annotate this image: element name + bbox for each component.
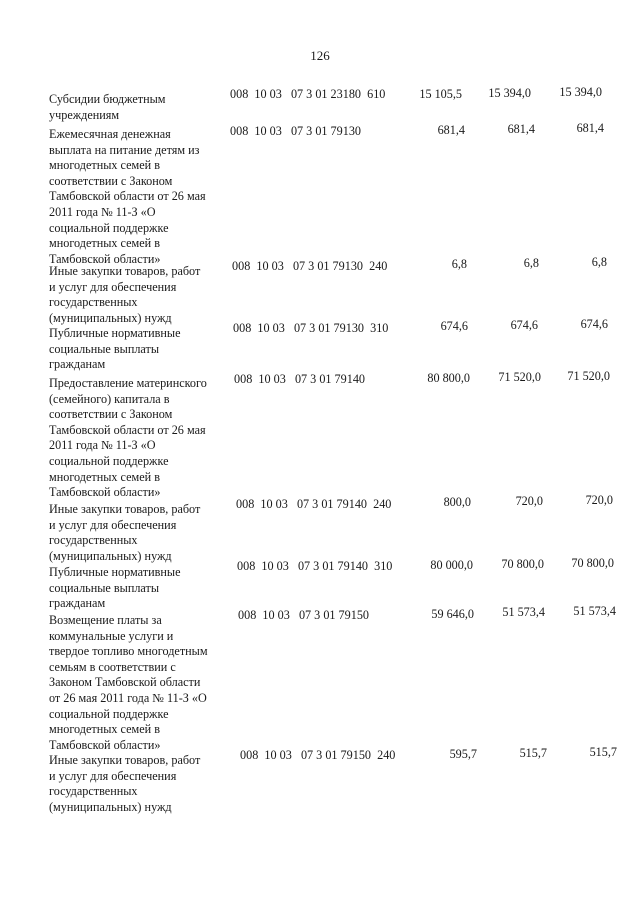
row-code: 008 10 03 07 3 01 79130 310 bbox=[233, 321, 389, 335]
row-value-1: 80 000,0 bbox=[430, 558, 473, 572]
row-value-2: 681,4 bbox=[507, 122, 535, 136]
row-description: Иные закупки товаров, работ и услуг для обеспечения государственных (муниципальных) нужд bbox=[49, 753, 201, 814]
row-value-2: 71 520,0 bbox=[498, 370, 541, 384]
row-value-1: 800,0 bbox=[443, 495, 471, 509]
row-value-3: 51 573,4 bbox=[573, 604, 616, 618]
row-value-3: 6,8 bbox=[591, 255, 607, 269]
row-value-1: 15 105,5 bbox=[419, 87, 462, 101]
row-description: Возмещение платы за коммунальные услуги и твердое топливо многодетным семьям в соответствии с Законом Тамбовской области от 26 мая 2011 года № 11-З «О социальной поддержке многодетных семей в Тамбовской области» bbox=[49, 613, 208, 752]
row-value-1: 80 800,0 bbox=[427, 371, 470, 385]
row-value-2: 720,0 bbox=[515, 494, 543, 508]
row-code: 008 10 03 07 3 01 79150 240 bbox=[240, 748, 396, 762]
row-description: Субсидии бюджетным учреждениям bbox=[49, 92, 166, 122]
row-value-2: 51 573,4 bbox=[502, 605, 545, 619]
row-description: Ежемесячная денежная выплата на питание детям из многодетных семей в соответствии с Законом Тамбовской области от 26 мая 2011 года № 11-З «О социальной поддержке многодетных семей в Тамбовской области» bbox=[49, 127, 206, 266]
row-description: Иные закупки товаров, работ и услуг для обеспечения государственных (муниципальных) нужд bbox=[49, 264, 201, 325]
row-code: 008 10 03 07 3 01 79130 240 bbox=[232, 259, 388, 273]
row-code: 008 10 03 07 3 01 79140 240 bbox=[236, 497, 392, 511]
row-code: 008 10 03 07 3 01 79130 bbox=[230, 124, 362, 138]
row-value-3: 15 394,0 bbox=[559, 85, 602, 99]
row-value-3: 71 520,0 bbox=[567, 369, 610, 383]
row-value-1: 595,7 bbox=[449, 747, 477, 761]
row-value-3: 674,6 bbox=[580, 317, 608, 331]
row-description: Публичные нормативные социальные выплаты гражданам bbox=[49, 326, 181, 372]
page-number: 126 bbox=[310, 48, 330, 63]
row-value-1: 681,4 bbox=[437, 123, 465, 137]
row-value-3: 720,0 bbox=[585, 493, 613, 507]
row-code: 008 10 03 07 3 01 23180 610 bbox=[230, 87, 386, 101]
row-value-1: 6,8 bbox=[451, 257, 467, 271]
row-value-2: 674,6 bbox=[510, 318, 538, 332]
row-value-2: 515,7 bbox=[519, 746, 547, 760]
row-value-2: 6,8 bbox=[523, 256, 539, 270]
row-value-2: 70 800,0 bbox=[501, 557, 544, 571]
row-description: Иные закупки товаров, работ и услуг для обеспечения государственных (муниципальных) нужд bbox=[49, 502, 201, 563]
row-code: 008 10 03 07 3 01 79150 bbox=[238, 608, 370, 622]
row-code: 008 10 03 07 3 01 79140 bbox=[234, 372, 366, 386]
row-value-3: 681,4 bbox=[576, 121, 604, 135]
row-value-3: 70 800,0 bbox=[571, 556, 614, 570]
row-value-1: 59 646,0 bbox=[431, 607, 474, 621]
row-value-1: 674,6 bbox=[440, 319, 468, 333]
row-value-2: 15 394,0 bbox=[488, 86, 531, 100]
row-description: Публичные нормативные социальные выплаты гражданам bbox=[49, 565, 181, 611]
row-code: 008 10 03 07 3 01 79140 310 bbox=[237, 559, 393, 573]
row-description: Предоставление материнского (семейного) капитала в соответствии с Законом Тамбовской области от 26 мая 2011 года № 11-З «О социальной поддержке многодетных семей в Тамбовской области» bbox=[49, 376, 207, 500]
row-value-3: 515,7 bbox=[589, 745, 617, 759]
